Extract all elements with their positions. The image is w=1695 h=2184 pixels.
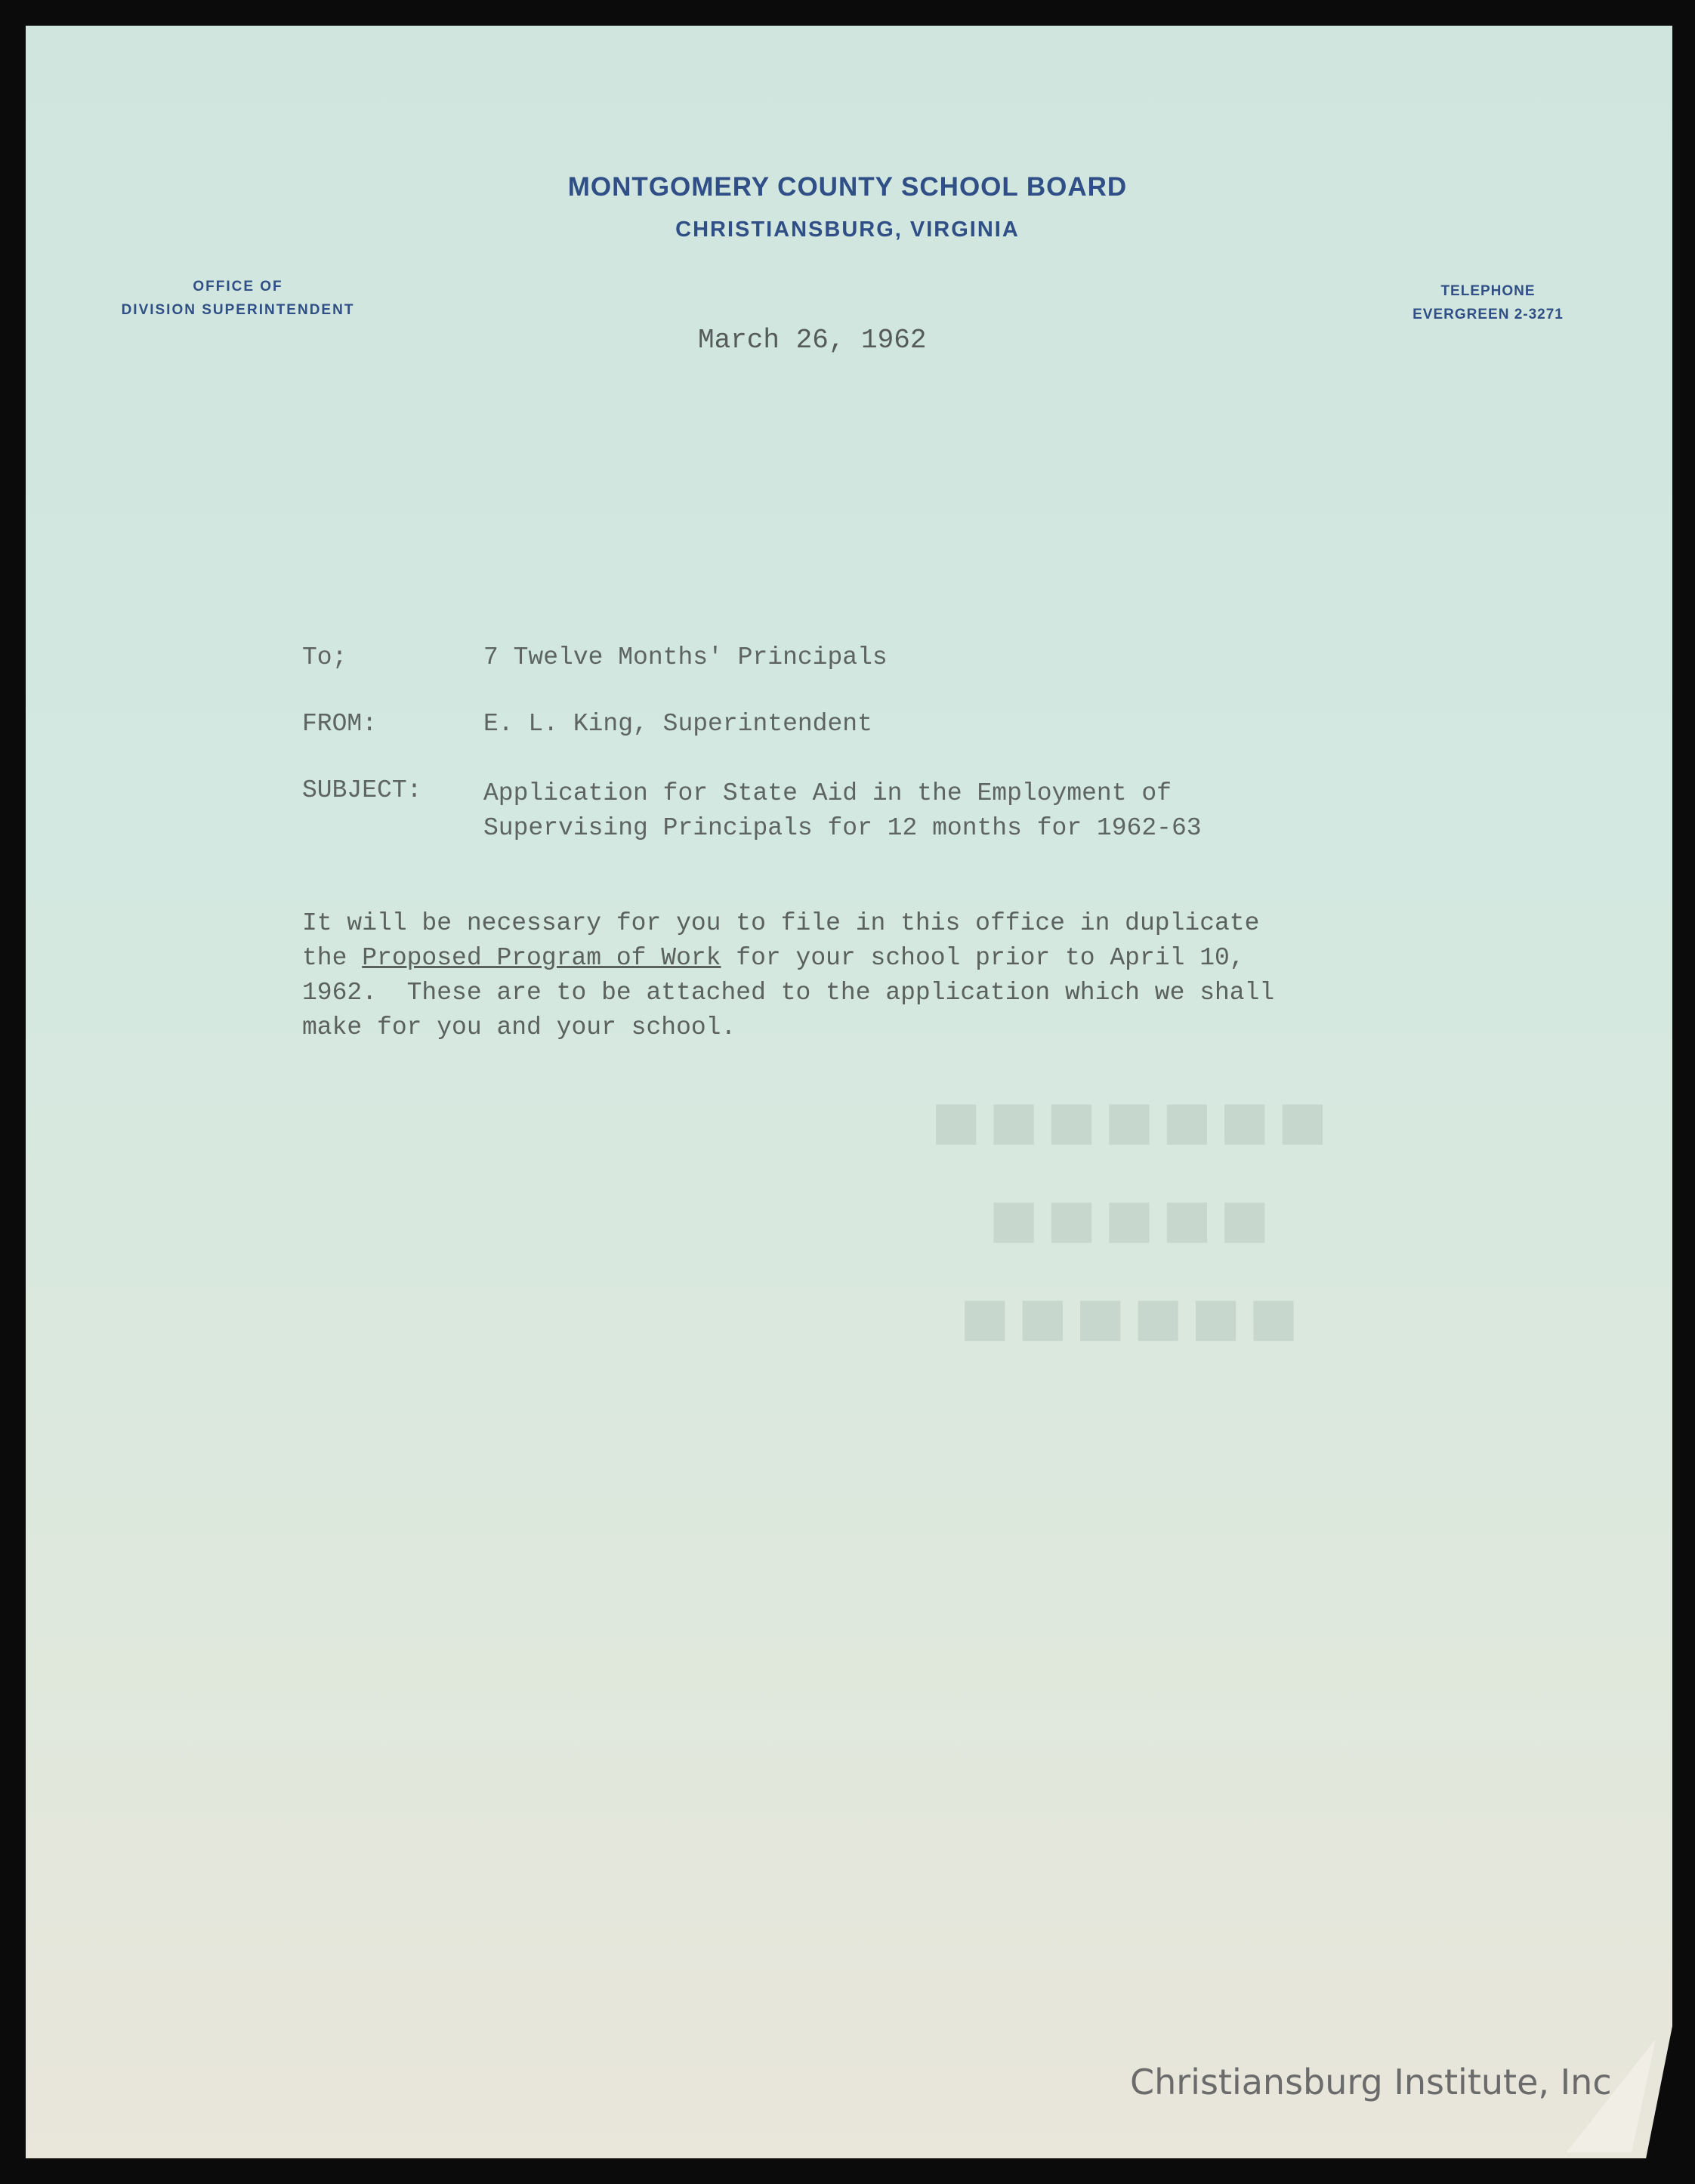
- body-line-2-end: for your school prior to April 10,: [721, 944, 1245, 972]
- underlined-document-title: Proposed Program of Work: [362, 944, 721, 972]
- body-line-2: [302, 941, 1274, 976]
- subject-line-1: Application for State Aid in the Employment of: [483, 779, 1172, 807]
- from-label: FROM:: [302, 710, 378, 738]
- body-line-3: 1962. These are to be attached to the application which we shall: [302, 979, 1275, 1007]
- subject-value: [483, 776, 1202, 846]
- body-line-1: It will be necessary for you to file in this office in duplicate: [302, 909, 1260, 937]
- letterhead-title: MONTGOMERY COUNTY SCHOOL BOARD: [567, 172, 1128, 202]
- phone-line-2: EVERGREEN 2-3271: [1412, 307, 1564, 322]
- letterhead-office: [98, 275, 378, 322]
- memo-date: March 26, 1962: [698, 325, 927, 356]
- letterhead-telephone: [1382, 279, 1594, 326]
- subject-line-2: Supervising Principals for 12 months for 1962-63: [483, 814, 1202, 842]
- body-line-2-start: the: [302, 944, 363, 972]
- memo-body: [302, 906, 1274, 1045]
- to-label: To;: [302, 643, 347, 671]
- office-line-2: DIVISION SUPERINTENDENT: [121, 302, 355, 318]
- bleed-through-text: ■■■■■■■ ■■■■■ ■■■■■■: [931, 1075, 1335, 1364]
- phone-line-1: TELEPHONE: [1440, 283, 1536, 299]
- from-value: E. L. King, Superintendent: [483, 710, 872, 738]
- body-line-4: make for you and your school.: [302, 1013, 736, 1041]
- letterhead-city: CHRISTIANSBURG, VIRGINIA: [675, 217, 1020, 242]
- office-line-1: OFFICE OF: [193, 279, 283, 295]
- subject-label: SUBJECT:: [302, 776, 422, 804]
- archive-watermark: Christiansburg Institute, Inc: [1130, 2062, 1612, 2102]
- to-value: 7 Twelve Months' Principals: [483, 643, 888, 671]
